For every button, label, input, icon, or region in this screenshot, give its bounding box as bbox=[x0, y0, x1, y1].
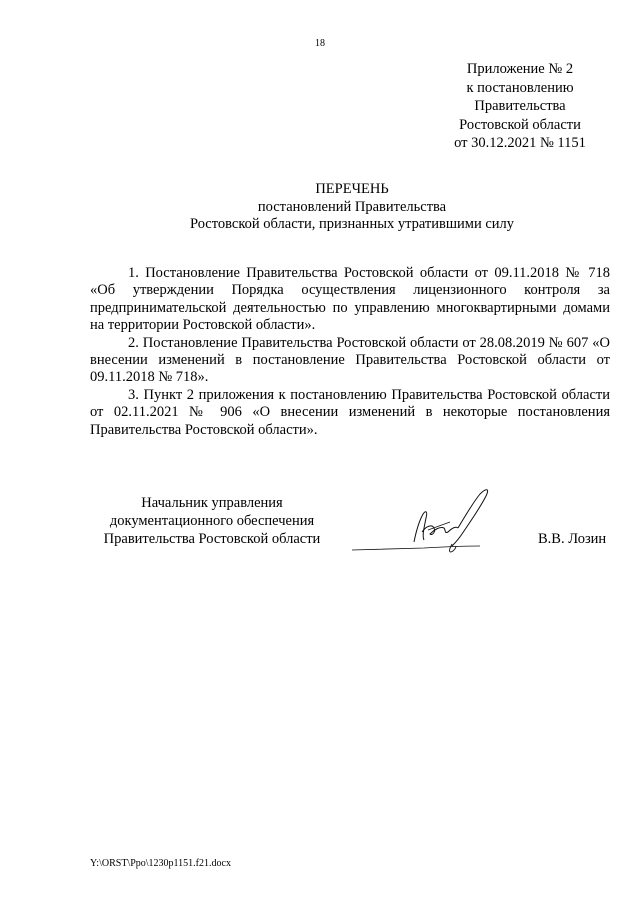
appendix-line: от 30.12.2021 № 1151 bbox=[454, 135, 586, 151]
appendix-line: Правительства bbox=[474, 98, 566, 114]
signer-position-line: документационного обеспечения bbox=[109, 513, 315, 529]
signer-position-line: Начальник управления bbox=[141, 495, 283, 511]
title-subheading: постановлений Правительства bbox=[257, 198, 447, 215]
appendix-line: Приложение № 2 bbox=[466, 61, 574, 77]
handwritten-signature bbox=[352, 482, 502, 562]
list-item: 1. Постановление Правительства Ростовской области от 09.11.2018 № 718 «Об утверждении Порядка осуществления лицензионного контроля за предпринимательской деятельностью по управлению многоквартирными домами на территории Ростовской области». bbox=[90, 265, 610, 334]
list-item: 3. Пункт 2 приложения к постановлению Правительства Ростовской области от 02.11.2021 № 906 «О внесении изменений в некоторые постановления Правительства Ростовской области». bbox=[90, 386, 610, 438]
title-heading: ПЕРЕЧЕНЬ bbox=[315, 181, 389, 197]
item-list bbox=[90, 265, 610, 439]
title-subheading: Ростовской области, признанных утратившими силу bbox=[189, 216, 515, 232]
page-number: 18 bbox=[315, 38, 325, 49]
list-item: 2. Постановление Правительства Ростовской области от 28.08.2019 № 607 «О внесении изменений в постановление Правительства Ростовской области от 09.11.2018 № 718». bbox=[90, 334, 610, 386]
signer-name: В.В. Лозин bbox=[538, 531, 607, 547]
document-title bbox=[0, 181, 640, 234]
appendix-line: к постановлению bbox=[466, 79, 574, 96]
file-path-footer: Y:\ORST\Ppo\1230p1151.f21.docx bbox=[90, 858, 231, 869]
signer-position bbox=[80, 494, 344, 548]
appendix-line: Ростовской области bbox=[459, 116, 581, 133]
signer-position-line: Правительства Ростовской области bbox=[103, 531, 321, 547]
appendix-header bbox=[430, 60, 610, 153]
